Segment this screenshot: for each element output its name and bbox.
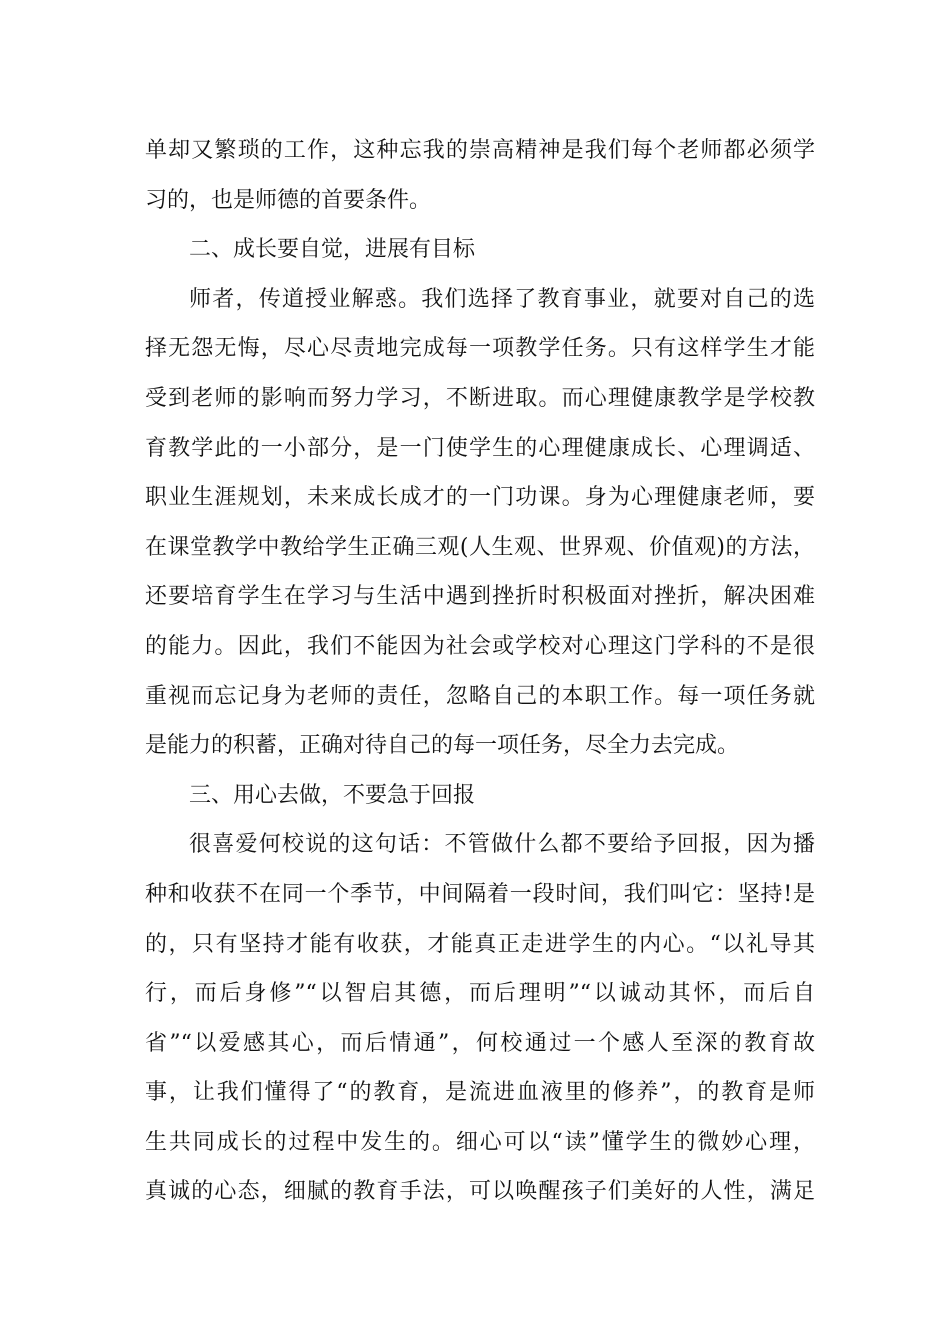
text-line: 生共同成长的过程中发生的。细心可以“读”懂学生的微妙心理，: [145, 1129, 815, 1155]
text-line: 事，让我们懂得了“的教育，是流进血液里的修养”，的教育是师: [145, 1080, 815, 1106]
text-line: 还要培育学生在学习与生活中遇到挫折时积极面对挫折，解决困难: [145, 584, 815, 610]
text-line: 省”“以爱感其心，而后情通”，何校通过一个感人至深的教育故: [145, 1030, 815, 1056]
text-line: 的，只有坚持才能有收获，才能真正走进学生的内心。“以礼导其: [145, 931, 815, 957]
text-line: 很喜爱何校说的这句话：不管做什么都不要给予回报，因为播: [189, 832, 815, 858]
text-line: 师者，传道授业解惑。我们选择了教育事业，就要对自己的选: [189, 286, 815, 312]
text-line: 择无怨无悔，尽心尽责地完成每一项教学任务。只有这样学生才能: [145, 336, 815, 362]
text-line: 种和收获不在同一个季节，中间隔着一段时间，我们叫它：坚持!是: [145, 881, 815, 907]
text-line: 习的，也是师德的首要条件。: [145, 187, 432, 213]
text-line: 在课堂教学中教给学生正确三观(人生观、世界观、价值观)的方法，: [145, 534, 815, 560]
text-line: 重视而忘记身为老师的责任，忽略自己的本职工作。每一项任务就: [145, 683, 815, 709]
text-line: 的能力。因此，我们不能因为社会或学校对心理这门学科的不是很: [145, 633, 815, 659]
document-body: [145, 126, 815, 1217]
text-line: 真诚的心态，细腻的教育手法，可以唤醒孩子们美好的人性，满足: [145, 1179, 815, 1205]
text-line: 受到老师的影响而努力学习，不断进取。而心理健康教学是学校教: [145, 385, 815, 411]
section-heading: 三、用心去做，不要急于回报: [189, 782, 476, 808]
text-line: 是能力的积蓄，正确对待自己的每一项任务，尽全力去完成。: [145, 733, 740, 759]
text-line: 单却又繁琐的工作，这种忘我的崇高精神是我们每个老师都必须学: [145, 138, 815, 163]
section-heading: 二、成长要自觉，进展有目标: [189, 237, 476, 263]
text-line: 职业生涯规划，未来成长成才的一门功课。身为心理健康老师，要: [145, 485, 815, 511]
text-line: 行，而后身修”“以智启其德，而后理明”“以诚动其怀，而后自: [145, 981, 815, 1007]
text-line: 育教学此的一小部分，是一门使学生的心理健康成长、心理调适、: [145, 435, 815, 461]
